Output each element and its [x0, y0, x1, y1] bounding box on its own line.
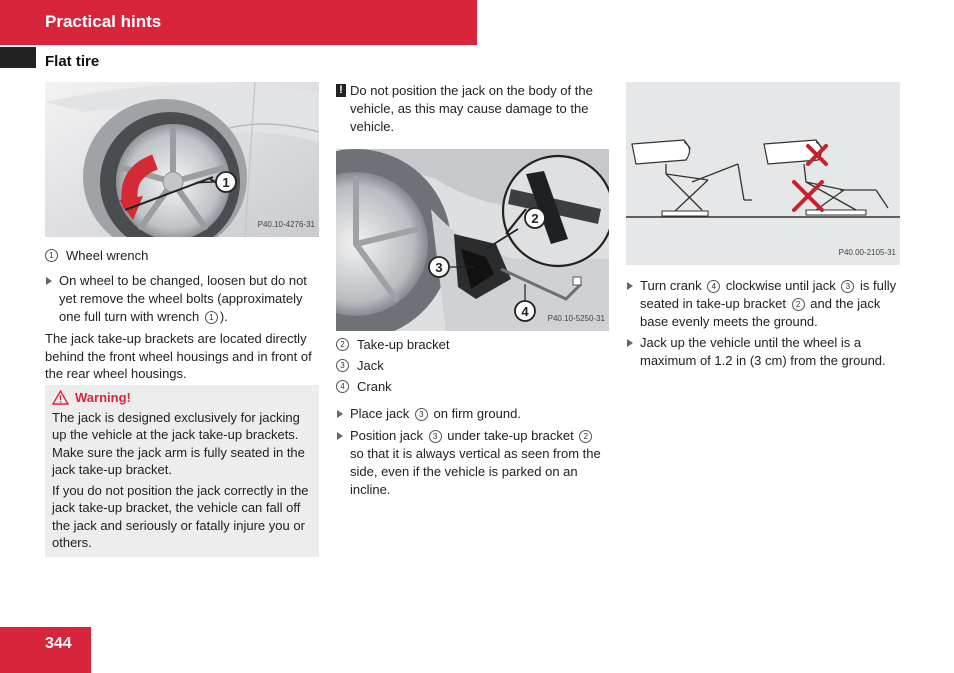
- legend-item: [45, 245, 319, 266]
- warning-text-2: If you do not position the jack correctly in the jack take-up bracket, the vehicle can fall off the jack and seriously or fatally injure you or others.: [52, 482, 309, 550]
- step-place-jack: Place jack 3 on firm ground.: [336, 405, 609, 423]
- step-turn-crank: Turn crank 4 clockwise until jack 3 is fully seated in take-up bracket 2 and the jack base evenly meets the ground.: [626, 277, 900, 331]
- warning-triangle-icon: [52, 390, 69, 405]
- caution-exclamation-icon: !: [336, 84, 346, 97]
- callout-3: 3: [435, 260, 443, 275]
- step-jack-up: Jack up the vehicle until the wheel is a maximum of 1.2 in (3 cm) from the ground.: [626, 334, 900, 370]
- jack-position-illustration: [336, 149, 609, 331]
- legend-item: 2 Take-up bracket: [336, 334, 609, 355]
- caution-note: ! Do not position the jack on the body of the vehicle, as this may cause damage to the vehicle.: [336, 82, 609, 136]
- column-2: [336, 82, 609, 499]
- column-3: [626, 82, 900, 370]
- wheel-wrench-figure: [45, 82, 319, 237]
- step-position-jack: Position jack 3 under take-up bracket 2 so that it is always vertical as seen from the side, even if the vehicle is parked on an incline.: [336, 427, 609, 499]
- figure-code: P40.00-2105-31: [838, 248, 896, 257]
- warning-text-1: The jack is designed exclusively for jacking up the vehicle at the jack take-up brackets. Make sure the jack arm is fully seated in the jack take-up bracket.: [52, 409, 305, 477]
- wheel-wrench-illustration: [45, 82, 319, 237]
- warning-box: [45, 385, 319, 557]
- page-number: 344: [45, 635, 72, 652]
- chapter-title: Practical hints: [45, 12, 162, 31]
- legend-number: 1: [45, 249, 58, 262]
- callout-1: 1: [222, 175, 230, 190]
- figure-code: P40.10-5250-31: [547, 314, 605, 323]
- jack-alignment-figure: [626, 82, 900, 265]
- callout-4: 4: [521, 304, 529, 319]
- bullet-arrow-icon: [337, 410, 343, 418]
- legend-item: 3 Jack: [336, 355, 609, 376]
- step-loosen-bolts: On wheel to be changed, loosen but do not yet remove the wheel bolts (approximately one full turn with wrench 1 ).: [45, 272, 319, 326]
- legend-item: 4 Crank: [336, 376, 609, 397]
- warning-heading: [52, 387, 312, 409]
- section-marker: [0, 47, 36, 68]
- callout-2: 2: [531, 211, 539, 226]
- warning-title: Warning!: [75, 389, 131, 405]
- jack-alignment-illustration: [626, 82, 900, 265]
- column-1: [45, 82, 319, 557]
- bullet-arrow-icon: [627, 339, 633, 347]
- jack-bracket-paragraph: The jack take-up brackets are located directly behind the front wheel housings and in front of the rear wheel housings.: [45, 331, 312, 381]
- jack-position-figure: [336, 149, 609, 331]
- bullet-arrow-icon: [627, 282, 633, 290]
- section-title: Flat tire: [45, 53, 100, 70]
- legend-label: Wheel wrench: [66, 247, 149, 263]
- figure-code: P40.10-4276-31: [257, 220, 315, 229]
- bullet-arrow-icon: [337, 432, 343, 440]
- bullet-arrow-icon: [46, 277, 52, 285]
